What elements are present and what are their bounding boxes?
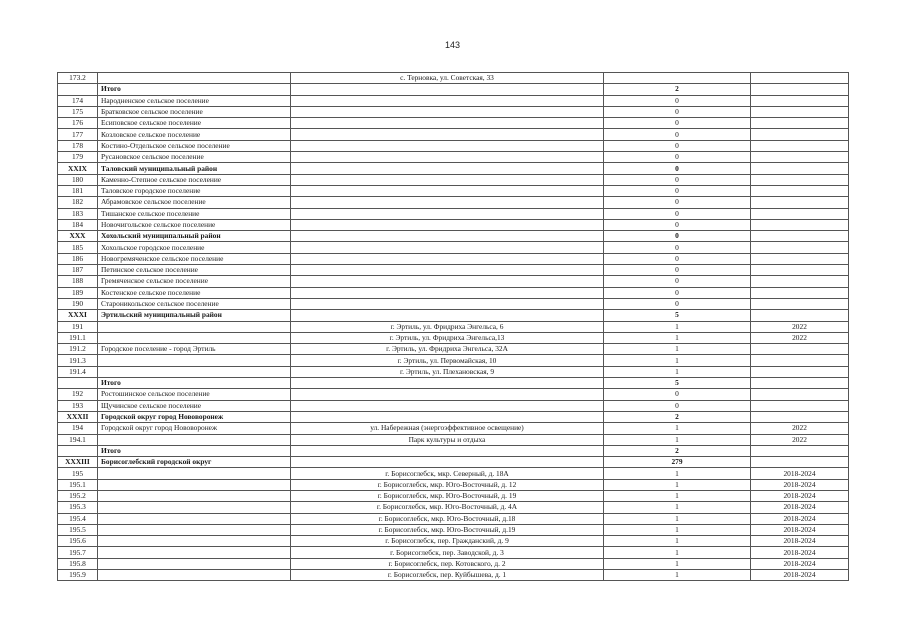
count-cell: 0 <box>604 95 751 106</box>
row-number-cell: XXIX <box>58 163 98 174</box>
year-cell: 2018-2024 <box>751 513 849 524</box>
count-cell: 0 <box>604 276 751 287</box>
count-cell: 1 <box>604 321 751 332</box>
row-number-cell: 195.4 <box>58 513 98 524</box>
address-cell <box>291 106 604 117</box>
table-row <box>58 253 849 264</box>
year-cell: 2018-2024 <box>751 502 849 513</box>
settlement-name-cell: Городское поселение - город Эртиль <box>98 344 291 355</box>
count-cell <box>604 73 751 84</box>
document-table <box>57 72 849 581</box>
address-cell <box>291 197 604 208</box>
settlement-name-cell: Гремяченское сельское поселение <box>98 276 291 287</box>
count-cell: 0 <box>604 118 751 129</box>
year-cell: 2018-2024 <box>751 570 849 581</box>
year-cell <box>751 118 849 129</box>
row-number-cell: 181 <box>58 185 98 196</box>
table-row <box>58 276 849 287</box>
settlement-name-cell: Ростошинское сельское поселение <box>98 389 291 400</box>
row-number-cell: 186 <box>58 253 98 264</box>
settlement-name-cell <box>98 502 291 513</box>
row-number-cell: 191.2 <box>58 344 98 355</box>
table-row <box>58 287 849 298</box>
address-cell: с. Терновка, ул. Советская, 33 <box>291 73 604 84</box>
address-cell: г. Борисоглебск, мкр. Юго-Восточный, д. 19 <box>291 490 604 501</box>
address-cell: г. Борисоглебск, мкр. Северный, д. 18А <box>291 468 604 479</box>
row-number-cell <box>58 445 98 456</box>
settlement-name-cell: Костино-Отдельское сельское поселение <box>98 140 291 151</box>
year-cell <box>751 400 849 411</box>
year-cell: 2022 <box>751 321 849 332</box>
table-row <box>58 265 849 276</box>
row-number-cell: 194.1 <box>58 434 98 445</box>
year-cell <box>751 95 849 106</box>
count-cell: 2 <box>604 411 751 422</box>
count-cell: 0 <box>604 298 751 309</box>
year-cell <box>751 73 849 84</box>
row-number-cell: 192 <box>58 389 98 400</box>
table-row <box>58 423 849 434</box>
address-cell <box>291 310 604 321</box>
year-cell <box>751 276 849 287</box>
count-cell: 2 <box>604 445 751 456</box>
row-number-cell: 195 <box>58 468 98 479</box>
table-row <box>58 366 849 377</box>
table-row <box>58 536 849 547</box>
count-cell: 0 <box>604 163 751 174</box>
settlement-name-cell: Щучинское сельское поселение <box>98 400 291 411</box>
year-cell <box>751 84 849 95</box>
year-cell <box>751 355 849 366</box>
count-cell: 0 <box>604 253 751 264</box>
section-row <box>58 411 849 422</box>
count-cell: 0 <box>604 129 751 140</box>
row-number-cell: 195.6 <box>58 536 98 547</box>
table-row <box>58 208 849 219</box>
row-number-cell: 174 <box>58 95 98 106</box>
settlement-name-cell: Новогремяченское сельское поселение <box>98 253 291 264</box>
address-cell <box>291 140 604 151</box>
settlement-name-cell <box>98 513 291 524</box>
address-cell <box>291 276 604 287</box>
address-cell <box>291 219 604 230</box>
address-cell <box>291 378 604 389</box>
year-cell: 2018-2024 <box>751 524 849 535</box>
year-cell: 2022 <box>751 332 849 343</box>
settlement-name-cell <box>98 558 291 569</box>
count-cell: 1 <box>604 423 751 434</box>
count-cell: 1 <box>604 355 751 366</box>
settlement-name-cell <box>98 434 291 445</box>
row-number-cell: 177 <box>58 129 98 140</box>
count-cell: 0 <box>604 400 751 411</box>
table-row <box>58 570 849 581</box>
table-row <box>58 547 849 558</box>
row-number-cell: 184 <box>58 219 98 230</box>
row-number-cell: 178 <box>58 140 98 151</box>
address-cell: г. Борисоглебск, мкр. Юго-Восточный, д.19 <box>291 524 604 535</box>
row-number-cell: 195.8 <box>58 558 98 569</box>
total-row <box>58 445 849 456</box>
address-cell: г. Эртиль, ул. Первомайская, 10 <box>291 355 604 366</box>
count-cell: 0 <box>604 152 751 163</box>
settlement-name-cell: Каменно-Степное сельское поселение <box>98 174 291 185</box>
row-number-cell: 182 <box>58 197 98 208</box>
settlement-name-cell: Итого <box>98 378 291 389</box>
year-cell <box>751 287 849 298</box>
count-cell: 279 <box>604 457 751 468</box>
year-cell <box>751 152 849 163</box>
count-cell: 1 <box>604 366 751 377</box>
table-row <box>58 140 849 151</box>
table-row <box>58 197 849 208</box>
table-row <box>58 502 849 513</box>
table-row <box>58 106 849 117</box>
address-cell <box>291 152 604 163</box>
row-number-cell: 185 <box>58 242 98 253</box>
row-number-cell: 180 <box>58 174 98 185</box>
address-cell <box>291 287 604 298</box>
count-cell: 0 <box>604 197 751 208</box>
row-number-cell: 194 <box>58 423 98 434</box>
settlement-name-cell: Народненское сельское поселение <box>98 95 291 106</box>
settlement-name-cell: Городской округ город Нововоронеж <box>98 423 291 434</box>
table-row <box>58 185 849 196</box>
table-row <box>58 558 849 569</box>
count-cell: 5 <box>604 310 751 321</box>
count-cell: 0 <box>604 208 751 219</box>
year-cell <box>751 231 849 242</box>
row-number-cell: 179 <box>58 152 98 163</box>
row-number-cell: 187 <box>58 265 98 276</box>
address-cell <box>291 95 604 106</box>
year-cell <box>751 344 849 355</box>
address-cell: г. Эртиль, ул. Фридриха Энгельса, 32А <box>291 344 604 355</box>
address-cell <box>291 163 604 174</box>
section-row <box>58 231 849 242</box>
address-cell <box>291 84 604 95</box>
count-cell: 1 <box>604 524 751 535</box>
row-number-cell: 189 <box>58 287 98 298</box>
section-row <box>58 457 849 468</box>
table-row <box>58 321 849 332</box>
table-row <box>58 479 849 490</box>
count-cell: 1 <box>604 502 751 513</box>
year-cell <box>751 445 849 456</box>
count-cell: 1 <box>604 468 751 479</box>
table-row <box>58 219 849 230</box>
settlement-name-cell <box>98 73 291 84</box>
count-cell: 5 <box>604 378 751 389</box>
count-cell: 1 <box>604 434 751 445</box>
count-cell: 1 <box>604 558 751 569</box>
settlement-name-cell: Таловское городское поселение <box>98 185 291 196</box>
row-number-cell: 190 <box>58 298 98 309</box>
page-number: 143 <box>444 40 461 50</box>
address-cell <box>291 208 604 219</box>
section-row <box>58 163 849 174</box>
total-row <box>58 84 849 95</box>
row-number-cell: 195.1 <box>58 479 98 490</box>
section-row <box>58 310 849 321</box>
row-number-cell: 191.1 <box>58 332 98 343</box>
year-cell: 2018-2024 <box>751 536 849 547</box>
settlement-name-cell <box>98 570 291 581</box>
table-row <box>58 73 849 84</box>
address-cell <box>291 253 604 264</box>
count-cell: 0 <box>604 242 751 253</box>
table-row <box>58 513 849 524</box>
settlement-name-cell: Братковское сельское поселение <box>98 106 291 117</box>
settlement-name-cell <box>98 468 291 479</box>
address-cell <box>291 265 604 276</box>
row-number-cell: 195.2 <box>58 490 98 501</box>
count-cell: 0 <box>604 185 751 196</box>
table-row <box>58 129 849 140</box>
row-number-cell: XXXIII <box>58 457 98 468</box>
count-cell: 0 <box>604 106 751 117</box>
count-cell: 1 <box>604 332 751 343</box>
address-cell: Парк культуры и отдыха <box>291 434 604 445</box>
year-cell: 2018-2024 <box>751 479 849 490</box>
address-cell <box>291 118 604 129</box>
address-cell <box>291 298 604 309</box>
settlement-name-cell: Козловское сельское поселение <box>98 129 291 140</box>
row-number-cell <box>58 378 98 389</box>
count-cell: 0 <box>604 231 751 242</box>
table-row <box>58 344 849 355</box>
settlement-name-cell: Итого <box>98 84 291 95</box>
settlement-name-cell: Итого <box>98 445 291 456</box>
settlement-name-cell <box>98 524 291 535</box>
settlement-name-cell: Хохольское городское поселение <box>98 242 291 253</box>
table-row <box>58 95 849 106</box>
table-row <box>58 400 849 411</box>
address-cell: г. Эртиль, ул. Плехановская, 9 <box>291 366 604 377</box>
address-cell: г. Борисоглебск, мкр. Юго-Восточный, д.18 <box>291 513 604 524</box>
count-cell: 1 <box>604 547 751 558</box>
year-cell <box>751 208 849 219</box>
total-row <box>58 378 849 389</box>
year-cell <box>751 265 849 276</box>
year-cell <box>751 197 849 208</box>
table-row <box>58 389 849 400</box>
table-row <box>58 468 849 479</box>
settlement-name-cell <box>98 536 291 547</box>
table-row <box>58 490 849 501</box>
table-row <box>58 242 849 253</box>
year-cell <box>751 366 849 377</box>
row-number-cell: 183 <box>58 208 98 219</box>
address-cell <box>291 457 604 468</box>
settlement-name-cell: Староникольское сельское поселение <box>98 298 291 309</box>
settlement-name-cell: Городской округ город Нововоронеж <box>98 411 291 422</box>
row-number-cell: 176 <box>58 118 98 129</box>
count-cell: 0 <box>604 219 751 230</box>
row-number-cell: 175 <box>58 106 98 117</box>
year-cell <box>751 219 849 230</box>
year-cell <box>751 106 849 117</box>
count-cell: 0 <box>604 265 751 276</box>
address-cell <box>291 242 604 253</box>
count-cell: 1 <box>604 570 751 581</box>
address-cell: г. Эртиль, ул. Фридриха Энгельса, 6 <box>291 321 604 332</box>
year-cell <box>751 378 849 389</box>
settlement-name-cell: Хохольский муниципальный район <box>98 231 291 242</box>
year-cell: 2018-2024 <box>751 490 849 501</box>
count-cell: 1 <box>604 344 751 355</box>
table-row <box>58 152 849 163</box>
count-cell: 0 <box>604 287 751 298</box>
count-cell: 1 <box>604 536 751 547</box>
year-cell <box>751 185 849 196</box>
row-number-cell: 191.3 <box>58 355 98 366</box>
row-number-cell: 195.3 <box>58 502 98 513</box>
table-row <box>58 118 849 129</box>
year-cell: 2018-2024 <box>751 468 849 479</box>
address-cell: г. Борисоглебск, пер. Гражданский, д. 9 <box>291 536 604 547</box>
address-cell <box>291 400 604 411</box>
count-cell: 1 <box>604 490 751 501</box>
count-cell: 0 <box>604 174 751 185</box>
row-number-cell: 191.4 <box>58 366 98 377</box>
address-cell: г. Борисоглебск, мкр. Юго-Восточный, д. 4А <box>291 502 604 513</box>
settlement-name-cell <box>98 547 291 558</box>
year-cell: 2022 <box>751 434 849 445</box>
year-cell <box>751 174 849 185</box>
address-cell <box>291 174 604 185</box>
table-row <box>58 174 849 185</box>
year-cell <box>751 253 849 264</box>
address-cell <box>291 129 604 140</box>
row-number-cell: 188 <box>58 276 98 287</box>
row-number-cell: 193 <box>58 400 98 411</box>
row-number-cell: 173.2 <box>58 73 98 84</box>
table-row <box>58 298 849 309</box>
address-cell: г. Борисоглебск, пер. Куйбышева, д. 1 <box>291 570 604 581</box>
table-row <box>58 355 849 366</box>
year-cell <box>751 411 849 422</box>
year-cell: 2018-2024 <box>751 558 849 569</box>
settlement-name-cell <box>98 479 291 490</box>
address-cell <box>291 445 604 456</box>
address-cell: г. Борисоглебск, пер. Котовского, д. 2 <box>291 558 604 569</box>
settlement-name-cell: Таловский муниципальный район <box>98 163 291 174</box>
settlement-name-cell: Петинское сельское поселение <box>98 265 291 276</box>
settlement-name-cell <box>98 332 291 343</box>
address-cell: г. Борисоглебск, пер. Заводской, д. 3 <box>291 547 604 558</box>
row-number-cell: 191 <box>58 321 98 332</box>
year-cell <box>751 457 849 468</box>
year-cell <box>751 242 849 253</box>
count-cell: 0 <box>604 140 751 151</box>
settlement-name-cell: Русановское сельское поселение <box>98 152 291 163</box>
address-cell <box>291 231 604 242</box>
row-number-cell: XXXI <box>58 310 98 321</box>
year-cell <box>751 163 849 174</box>
year-cell: 2022 <box>751 423 849 434</box>
row-number-cell: 195.7 <box>58 547 98 558</box>
settlement-name-cell <box>98 355 291 366</box>
address-cell: г. Эртиль, ул. Фридриха Энгельса,13 <box>291 332 604 343</box>
row-number-cell: XXX <box>58 231 98 242</box>
count-cell: 2 <box>604 84 751 95</box>
address-cell <box>291 389 604 400</box>
row-number-cell: 195.9 <box>58 570 98 581</box>
year-cell <box>751 310 849 321</box>
address-cell <box>291 185 604 196</box>
row-number-cell: 195.5 <box>58 524 98 535</box>
year-cell: 2018-2024 <box>751 547 849 558</box>
year-cell <box>751 389 849 400</box>
settlement-name-cell <box>98 321 291 332</box>
settlement-name-cell: Костенское сельское поселение <box>98 287 291 298</box>
count-cell: 1 <box>604 513 751 524</box>
year-cell <box>751 298 849 309</box>
table-row <box>58 332 849 343</box>
settlement-name-cell: Тишанское сельское поселение <box>98 208 291 219</box>
settlement-name-cell: Абрамовское сельское поселение <box>98 197 291 208</box>
address-cell: г. Борисоглебск, мкр. Юго-Восточный, д. 12 <box>291 479 604 490</box>
count-cell: 0 <box>604 389 751 400</box>
year-cell <box>751 129 849 140</box>
settlement-name-cell <box>98 366 291 377</box>
table-row <box>58 524 849 535</box>
settlement-name-cell <box>98 490 291 501</box>
settlement-name-cell: Эртильский муниципальный район <box>98 310 291 321</box>
count-cell: 1 <box>604 479 751 490</box>
row-number-cell: XXXII <box>58 411 98 422</box>
settlement-name-cell: Новочигольское сельское поселение <box>98 219 291 230</box>
address-cell <box>291 411 604 422</box>
address-cell: ул. Набережная (энергоэффективное освещение) <box>291 423 604 434</box>
year-cell <box>751 140 849 151</box>
settlement-name-cell: Борисоглебский городской округ <box>98 457 291 468</box>
settlement-name-cell: Есиповское сельское поселение <box>98 118 291 129</box>
table-body <box>58 73 849 581</box>
table-row <box>58 434 849 445</box>
row-number-cell <box>58 84 98 95</box>
